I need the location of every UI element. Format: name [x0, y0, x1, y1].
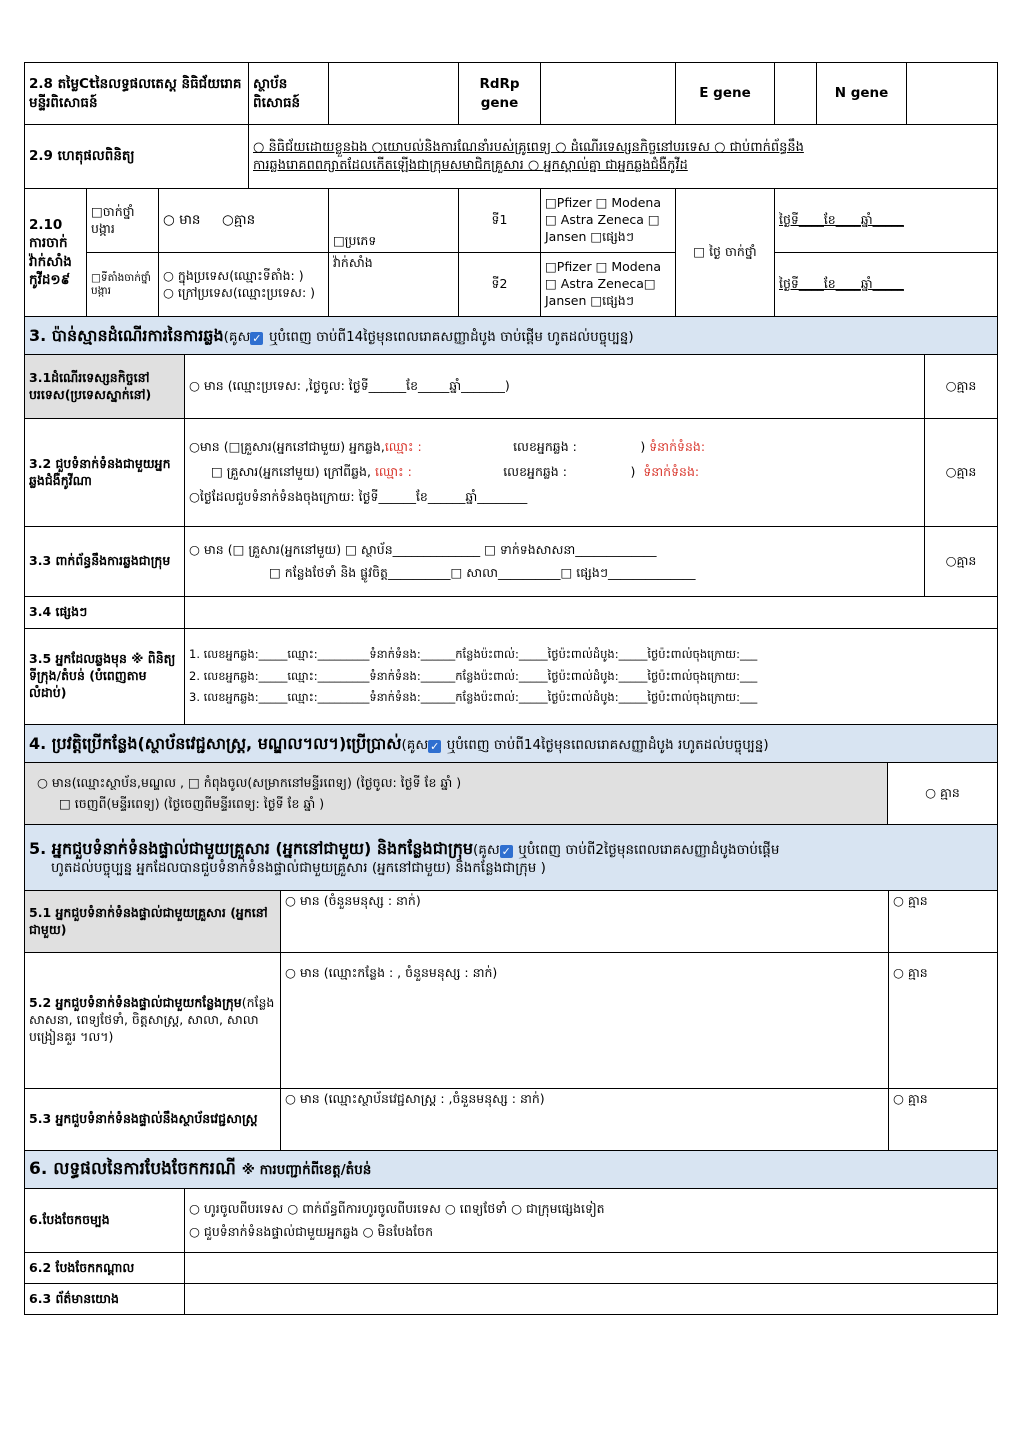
reference-label: 6.3 ព័ត៌មានយោង	[25, 1284, 185, 1315]
group-contact-field[interactable]: ○ មាន (ឈ្មោះកន្លែង : , ចំនួនមនុស្ស : នាក់)	[281, 953, 889, 1089]
section-4-header: 4. ប្រវត្តិប្រើកន្លែង(ស្ថាប័នវេជ្ជសាស្ត្រ, មណ្ឌល។ល។)ប្រើប្រាស់(គូស ✓ ឬបំពេញ ចាប់ពី14ថ្ងៃមុនពេលរោគសញ្ញាដំបូង រហូតដល់បច្ចុប្បន្ន)	[25, 725, 998, 763]
contact-none[interactable]: ○គ្មាន	[925, 419, 998, 527]
cluster-field[interactable]: ○ មាន (□ គ្រួសារ(អ្នកនៅមួយ) □ ស្ថាប័ន______________ □ ទាក់ទងសាសនា_____________ □ កន្លែងថែទាំ និង ផ្លូវចិត្ត__________□ សាលា__________□ ផ្សេងៗ______________	[185, 527, 925, 597]
vaccination-place-options[interactable]: ○ ក្នុងប្រទេស(ឈ្មោះទីតាំង: ) ○ ក្រៅប្រទេស(ឈ្មោះប្រទេស: )	[159, 253, 329, 317]
prior-case-rows[interactable]	[185, 629, 998, 725]
travel-label: 3.1ដំណើរទេស្សនកិច្ចនៅបរទេស(ប្រទេសស្នាក់នៅ)	[25, 355, 185, 419]
vaccine-type-checkbox[interactable]: □ប្រភេទ	[329, 189, 459, 253]
rdrp-value[interactable]	[541, 63, 676, 125]
reference-field[interactable]	[185, 1284, 998, 1315]
rdrp-label: RdRp gene	[459, 63, 541, 125]
checkmark-icon: ✓	[252, 331, 262, 345]
dose-2-date[interactable]: ថ្ងៃទី____ខែ____ឆ្នាំ_____	[775, 253, 998, 317]
section-6-table	[24, 1150, 998, 1315]
checkmark-icon: ✓	[501, 844, 511, 858]
dose-1-brands[interactable]: □Pfizer □ Modena □ Astra Zeneca □ Jansen □ផ្សេងៗ	[541, 189, 676, 253]
ngene-label: N gene	[817, 63, 907, 125]
contact-field[interactable]: ○មាន (□គ្រួសារ(អ្នកនៅជាមួយ) អ្នកឆ្លង,ឈ្មោះ : លេខអ្នកឆ្លង : ) ទំនាក់ទំនង: □ គ្រួសារ(អ្នកនៅមួយ) ក្រៅពីឆ្លង, ឈ្មោះ : លេខអ្នកឆ្លង : ) ទំនាក់ទំនង: ○ថ្ងៃដែលជួបទំនាក់ទំនងចុងក្រោយ: ថ្ងៃទី______ខែ______ឆ្នាំ________	[185, 419, 925, 527]
ct-value-label: 2.8 តម្លៃCtនៃលទ្ធផលតេស្ត និធិជ័យរោគមន្ទីរពិសោធន៍	[25, 63, 249, 125]
dose-2-brands[interactable]: □Pfizer □ Modena □ Astra Zeneca□ Jansen □ផ្សេងៗ	[541, 253, 676, 317]
travel-field[interactable]: ○ មាន (ឈ្មោះប្រទេស: ,ថ្ងៃចូល: ថ្ងៃទី______ខែ_____ឆ្នាំ_______)	[185, 355, 925, 419]
medical-contact-field[interactable]: ○ មាន (ឈ្មោះស្ថាប័នវេជ្ជសាស្ត្រ : ,ចំនួនមនុស្ស : នាក់)	[281, 1089, 889, 1151]
egene-value[interactable]	[775, 63, 817, 125]
cluster-none[interactable]: ○គ្មាន	[925, 527, 998, 597]
vaccinated-checkbox[interactable]: □ចាក់ថ្នាំ បង្ការ	[87, 189, 159, 253]
lab-label: ស្ថាប័ន ពិសោធន៍	[249, 63, 329, 125]
medical-contact-none[interactable]: ○ គ្មាន	[889, 1089, 998, 1151]
section-2-table	[24, 62, 998, 317]
section-4-table	[24, 724, 998, 825]
reason-options[interactable]: ○ និធិជ័យដោយខ្លួនឯង ○យោបល់និងការណែនាំរបស់គ្រូពេទ្យ ○ ដំណើរទេស្សនកិច្ចនៅបរទេស ○ ជាប់ពាក់ព័ន្ធនឹង ការឆ្លងរោគពពក្សាតដែលកើតឡើងជាក្រុមសមាជិកគ្រួសារ ○ អ្នកស្គាល់គ្នា ជាអ្នកឆ្លងជំងឺកូវីដ	[249, 125, 998, 189]
other-field[interactable]	[185, 597, 998, 629]
injection-day-label: □ ថ្ងៃ ចាក់ថ្នាំ	[676, 189, 775, 317]
medical-contact-label: 5.3 អ្នកជួបទំនាក់ទំនងផ្ទាល់នឹងស្ថាប័នវេជ្ជសាស្ត្រ	[25, 1089, 281, 1151]
section-6-header: 6. លទ្ធផលនៃការបែងចែកករណី ※ ការបញ្ជាក់ពីខេត្ត/តំបន់	[25, 1151, 998, 1189]
egene-label: E gene	[676, 63, 775, 125]
group-contact-label: 5.2 អ្នកជួបទំនាក់ទំនងផ្ទាល់ជាមួយកន្លែងក្រុម(កន្លែងសាសនា, ពេទ្យថែទាំ, ចិត្តសាស្ត្រ, សាលា, សាលាបង្រៀនគួរ ។ល។)	[25, 953, 281, 1089]
vaccinated-options[interactable]: ○ មាន ○គ្មាន	[159, 189, 329, 253]
middle-class-label: 6.2 បែងចែកកណ្ដាល	[25, 1253, 185, 1284]
facility-field[interactable]: ○ មាន(ឈ្មោះស្ថាប័ន,មណ្ឌល , □ កំពុងចូល(សម្រាកនៅមន្ទីរពេទ្យ) (ថ្ងៃចូល: ថ្ងៃទី ខែ ឆ្នាំ ) □ ចេញពី(មន្ទីរពេទ្យ) (ថ្ងៃចេញពីមន្ទីរពេទ្យ: ថ្ងៃទី ខែ ឆ្នាំ )	[25, 763, 888, 825]
lab-value[interactable]	[329, 63, 459, 125]
reason-label: 2.9 ហេតុផលពិនិត្យ	[25, 125, 249, 189]
cluster-label: 3.3 ពាក់ព័ន្ធនឹងការឆ្លងជាក្រុម	[25, 527, 185, 597]
form-page	[24, 62, 997, 1315]
dose-1-date[interactable]: ថ្ងៃទី____ខែ____ឆ្នាំ_____	[775, 189, 998, 253]
vaccination-place-checkbox[interactable]: □ទីតាំងចាក់ថ្នាំបង្ការ	[87, 253, 159, 317]
section-3-header: 3. ប៉ាន់ស្មានដំណើរការនៃការឆ្លង(គូស ✓ ឬបំពេញ ចាប់ពី14ថ្ងៃមុនពេលរោគសញ្ញាដំបូង ចាប់ផ្ដើម ហូតដល់បច្ចុប្បន្ន)	[25, 317, 998, 355]
vaccination-label: 2.10 ការចាក់ វ៉ាក់សាំង កូវីដ១៩	[25, 189, 87, 317]
other-label: 3.4 ផ្សេងៗ	[25, 597, 185, 629]
facility-none[interactable]: ○ គ្មាន	[888, 763, 998, 825]
vaccine-label: វ៉ាក់សាំង	[329, 253, 459, 317]
dose-1-label: ទី1	[459, 189, 541, 253]
prior-case-row[interactable]: 3. លេខអ្នកឆ្លង:_____ឈ្មោះ:_________ទំនាក់ទំនង:______កន្លែងប៉ះពាល់:_____ថ្ងៃប៉ះពាល់ដំបូង:_____ថ្ងៃប៉ះពាល់ចុងក្រោយ:___	[189, 690, 758, 705]
family-contact-field[interactable]: ○ មាន (ចំនួនមនុស្ស : នាក់)	[281, 891, 889, 953]
contact-label: 3.2 ជួបទំនាក់ទំនងជាមួយអ្នកឆ្លងជំងឺកូវីណា	[25, 419, 185, 527]
section-5-table	[24, 824, 998, 1151]
prior-case-row[interactable]: 1. លេខអ្នកឆ្លង:_____ឈ្មោះ:_________ទំនាក់ទំនង:______កន្លែងប៉ះពាល់:_____ថ្ងៃប៉ះពាល់ដំបូង:_____ថ្ងៃប៉ះពាល់ចុងក្រោយ:___	[189, 646, 758, 661]
prior-case-row[interactable]: 2. លេខអ្នកឆ្លង:_____ឈ្មោះ:_________ទំនាក់ទំនង:______កន្លែងប៉ះពាល់:_____ថ្ងៃប៉ះពាល់ដំបូង:_____ថ្ងៃប៉ះពាល់ចុងក្រោយ:___	[189, 668, 758, 683]
section-3-table	[24, 316, 998, 725]
primary-class-options[interactable]: ○ ហូរចូលពីបរទេស ○ ពាក់ព័ន្ធពីការហូរចូលពីបរទេស ○ ពេទ្យថែទាំ ○ ជាក្រុមផ្សេងទៀត ○ ជួបទំនាក់ទំនងផ្ទាល់ជាមួយអ្នកឆ្លង ○ មិនបែងចែក	[185, 1189, 998, 1253]
travel-none[interactable]: ○គ្មាន	[925, 355, 998, 419]
group-contact-none[interactable]: ○ គ្មាន	[889, 953, 998, 1089]
section-5-header: 5. អ្នកជួបទំនាក់ទំនងផ្ទាល់ជាមួយគ្រួសារ (អ្នកនៅជាមួយ) និងកន្លែងជាក្រុម(គូស ✓ ឬបំពេញ ចាប់ពី2ថ្ងៃមុនពេលរោគសញ្ញាដំបូងចាប់ផ្ដើម ហូតដល់បច្ចុប្បន្ន អ្នកដែលបានជួបទំនាក់ទំនងផ្ទាល់ជាមួយគ្រួសារ (អ្នកនៅជាមួយ) និងកន្លែងជាក្រុម )	[25, 825, 998, 891]
primary-class-label: 6.បែងចែកចម្បង	[25, 1189, 185, 1253]
family-contact-none[interactable]: ○ គ្មាន	[889, 891, 998, 953]
checkmark-icon: ✓	[430, 739, 440, 753]
family-contact-label: 5.1 អ្នកជួបទំនាក់ទំនងផ្ទាល់ជាមួយគ្រួសារ (អ្នកនៅជាមួយ)	[25, 891, 281, 953]
middle-class-field[interactable]	[185, 1253, 998, 1284]
prior-case-label: 3.5 អ្នកដែលឆ្លងមុន ※ ពិនិត្យទីក្រុង/តំបន់ (បំពេញតាមលំដាប់)	[25, 629, 185, 725]
dose-2-label: ទី2	[459, 253, 541, 317]
ngene-value[interactable]	[907, 63, 998, 125]
